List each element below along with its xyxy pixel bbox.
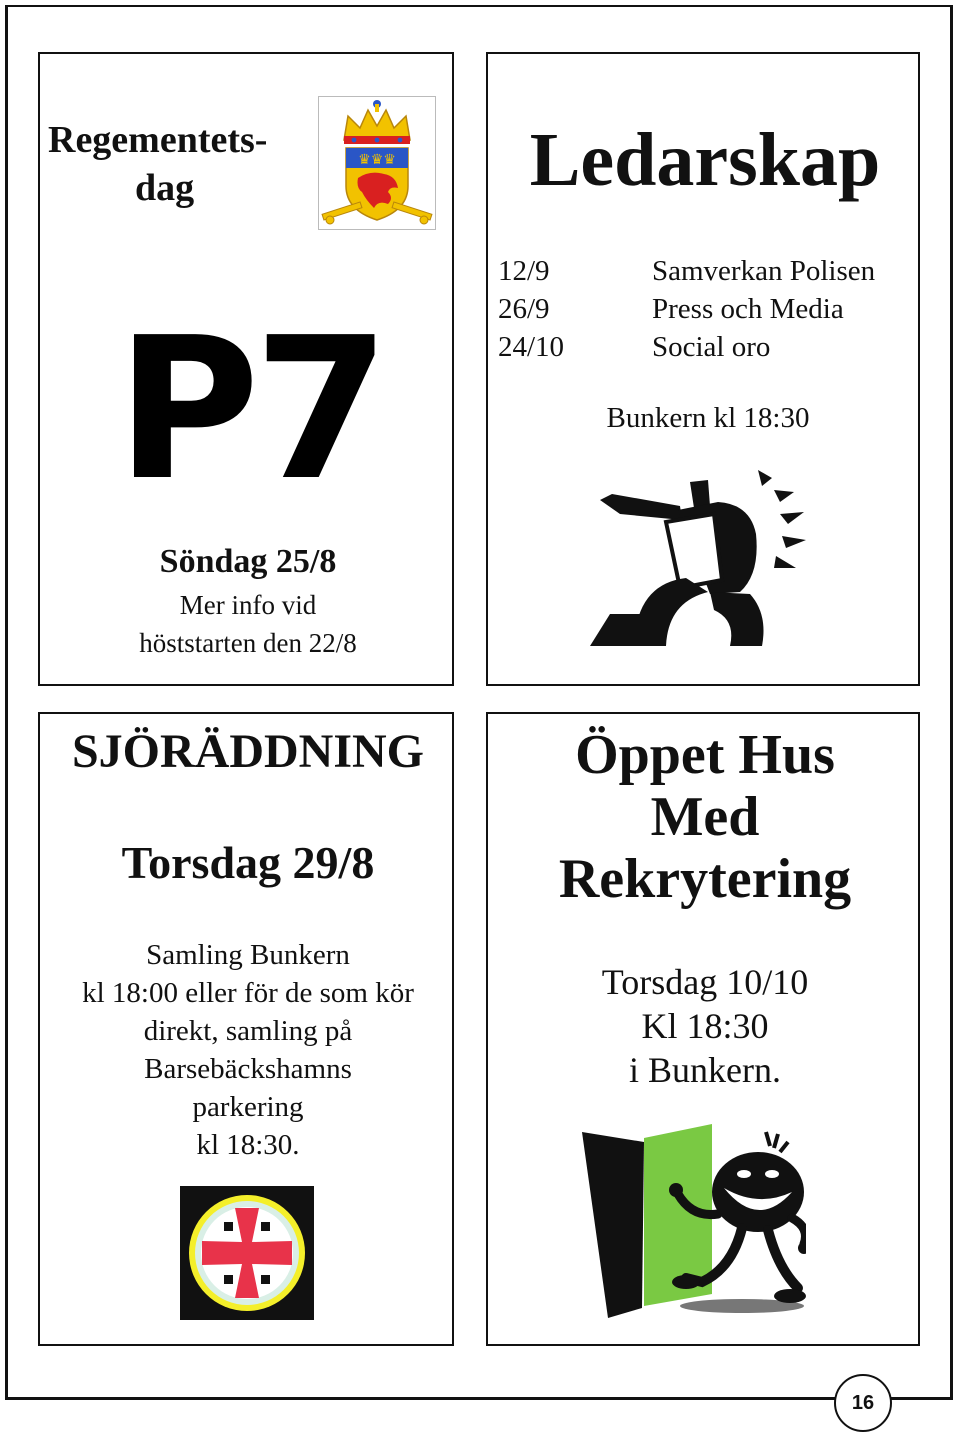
detail-line: Barsebäckshamns xyxy=(144,1053,352,1085)
ssrs-cross-logo-icon xyxy=(180,1186,314,1320)
sjoraddning-box xyxy=(38,712,454,1346)
info-line-2: höststarten den 22/8 xyxy=(139,628,357,658)
svg-text:♛♛♛: ♛♛♛ xyxy=(358,152,396,168)
detail-line: Kl 18:30 xyxy=(641,1006,769,1046)
detail-line: Torsdag 10/10 xyxy=(601,962,809,1002)
location-text: Bunkern kl 18:30 xyxy=(606,402,810,434)
schedule-list xyxy=(498,252,875,366)
event-details xyxy=(40,936,456,1164)
schedule-date: 24/10 xyxy=(498,331,565,363)
smiley-door-icon xyxy=(582,1118,806,1318)
schedule-date: 12/9 xyxy=(498,255,550,287)
detail-line: i Bunkern. xyxy=(629,1050,781,1090)
schedule-row xyxy=(498,328,875,366)
title-line: Med xyxy=(650,786,760,848)
event-date: Söndag 25/8 xyxy=(159,543,337,580)
detail-line: Samling Bunkern xyxy=(146,939,350,971)
schedule-topic: Samverkan Polisen xyxy=(652,255,876,287)
schedule-row xyxy=(498,252,875,290)
sjoraddning-title: SJÖRÄDDNING xyxy=(71,725,425,778)
schedule-topic: Press och Media xyxy=(652,293,844,325)
unit-name: P7 xyxy=(116,296,385,524)
page-number: 16 xyxy=(834,1374,892,1432)
detail-line: kl 18:00 eller för de som kör xyxy=(82,977,414,1009)
title-line: Rekrytering xyxy=(558,848,852,910)
schedule-date: 26/9 xyxy=(498,293,550,325)
title-line-2: dag xyxy=(135,167,195,209)
title-line-1: Regementets- xyxy=(48,119,268,161)
regementetsdag-box xyxy=(38,52,454,686)
ledarskap-title: Ledarskap xyxy=(529,118,881,202)
detail-line: direkt, samling på xyxy=(143,1015,353,1047)
title-line: Öppet Hus xyxy=(575,724,835,786)
regimental-crest-icon xyxy=(318,96,436,230)
ledarskap-box xyxy=(486,52,920,686)
detail-line: kl 18:30. xyxy=(196,1129,300,1161)
oppet-hus-box xyxy=(486,712,920,1346)
leader-pointing-icon xyxy=(590,464,812,654)
event-info xyxy=(40,586,456,662)
schedule-row xyxy=(498,290,875,328)
info-line-1: Mer info vid xyxy=(179,590,317,620)
regementetsdag-title xyxy=(48,116,267,212)
oppet-hus-title xyxy=(488,724,922,910)
detail-line: parkering xyxy=(192,1091,304,1123)
event-details xyxy=(488,960,922,1092)
schedule-topic: Social oro xyxy=(652,331,771,363)
event-date: Torsdag 29/8 xyxy=(121,837,375,888)
